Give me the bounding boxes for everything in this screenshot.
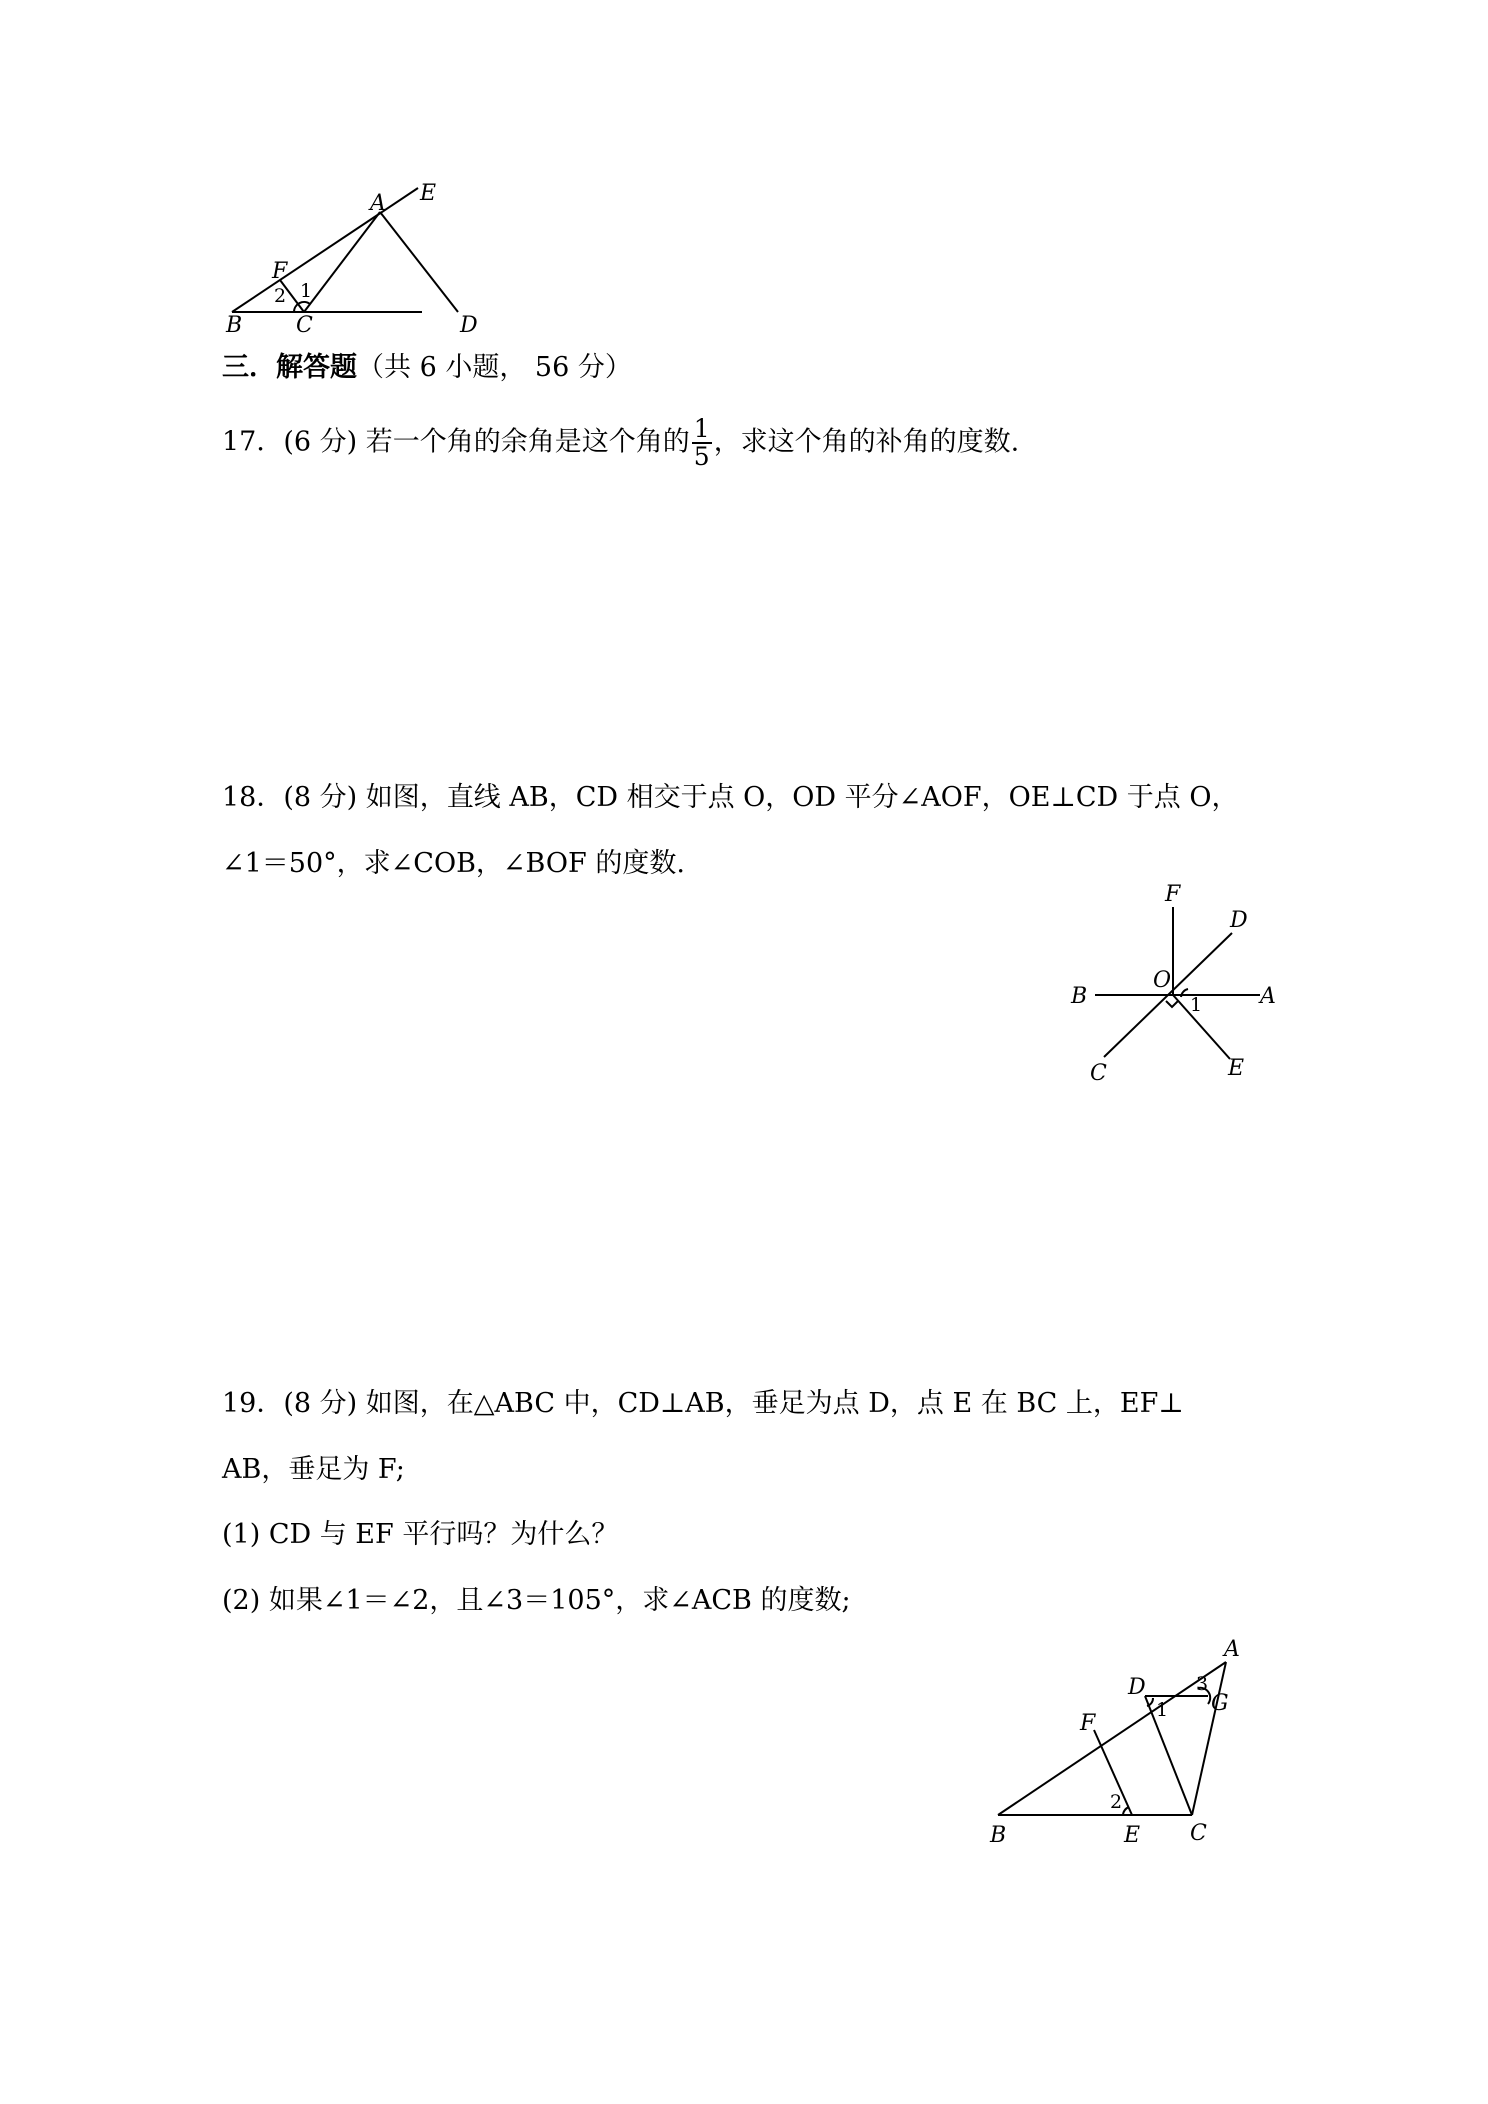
question-19-part1: (1) CD 与 EF 平行吗？为什么？ [222,1519,619,1550]
q17-suffix: ，求这个角的补角的度数. [713,426,1020,458]
label-G: G [1211,1691,1229,1716]
label-C: C [1090,1061,1107,1086]
q17-frac-numerator: 1 [693,414,710,443]
question-17 [222,416,1019,470]
label-angle-1: 1 [1190,994,1203,1016]
figure-q19-triangle [970,1630,1260,1855]
section-note: （共 6 小题， 56 分） [357,352,632,383]
question-19-part2: (2) 如果∠1＝∠2，且∠3＝105°，求∠ACB 的度数; [222,1585,851,1616]
q17-prefix: 17．(6 分) 若一个角的余角是这个角的 [222,426,690,458]
label-D: D [1230,908,1248,933]
label-E: E [1228,1056,1245,1081]
label-angle-1: 1 [300,280,313,302]
question-18-line1: 18．(8 分) 如图，直线 AB，CD 相交于点 O，OD 平分∠AOF，OE⊥CD 于点 O， [222,782,1239,813]
question-18-line2: ∠1＝50°，求∠COB，∠BOF 的度数. [222,848,685,879]
label-angle-3: 3 [1196,1673,1209,1695]
label-F: F [272,259,288,284]
q17-frac-denominator: 5 [693,442,710,471]
label-E: E [1124,1823,1141,1848]
label-angle-1: 1 [1156,1699,1169,1721]
label-A: A [1224,1637,1240,1662]
label-B: B [1071,984,1088,1009]
label-C: C [1190,1821,1207,1846]
figure-q18-intersecting-lines [1060,882,1290,1086]
label-A: A [1260,984,1276,1009]
label-D: D [1128,1675,1146,1700]
label-angle-2: 2 [274,285,287,307]
figure-top-triangle [220,180,520,338]
label-D: D [460,313,478,338]
label-A: A [370,191,386,216]
label-B: B [990,1823,1007,1848]
label-angle-2: 2 [1110,1791,1123,1813]
label-F: F [1080,1711,1096,1736]
section-heading [222,350,632,386]
question-19-line2: AB，垂足为 F; [222,1454,405,1485]
question-19-line1: 19．(8 分) 如图，在△ABC 中，CD⊥AB，垂足为点 D，点 E 在 BC 上，EF⊥ [222,1388,1184,1419]
label-O: O [1153,968,1172,993]
label-F: F [1165,882,1181,907]
label-C: C [296,313,313,338]
q17-fraction [692,416,712,470]
section-title: 三．解答题 [222,352,357,383]
label-B: B [226,313,243,338]
label-E: E [420,181,437,206]
